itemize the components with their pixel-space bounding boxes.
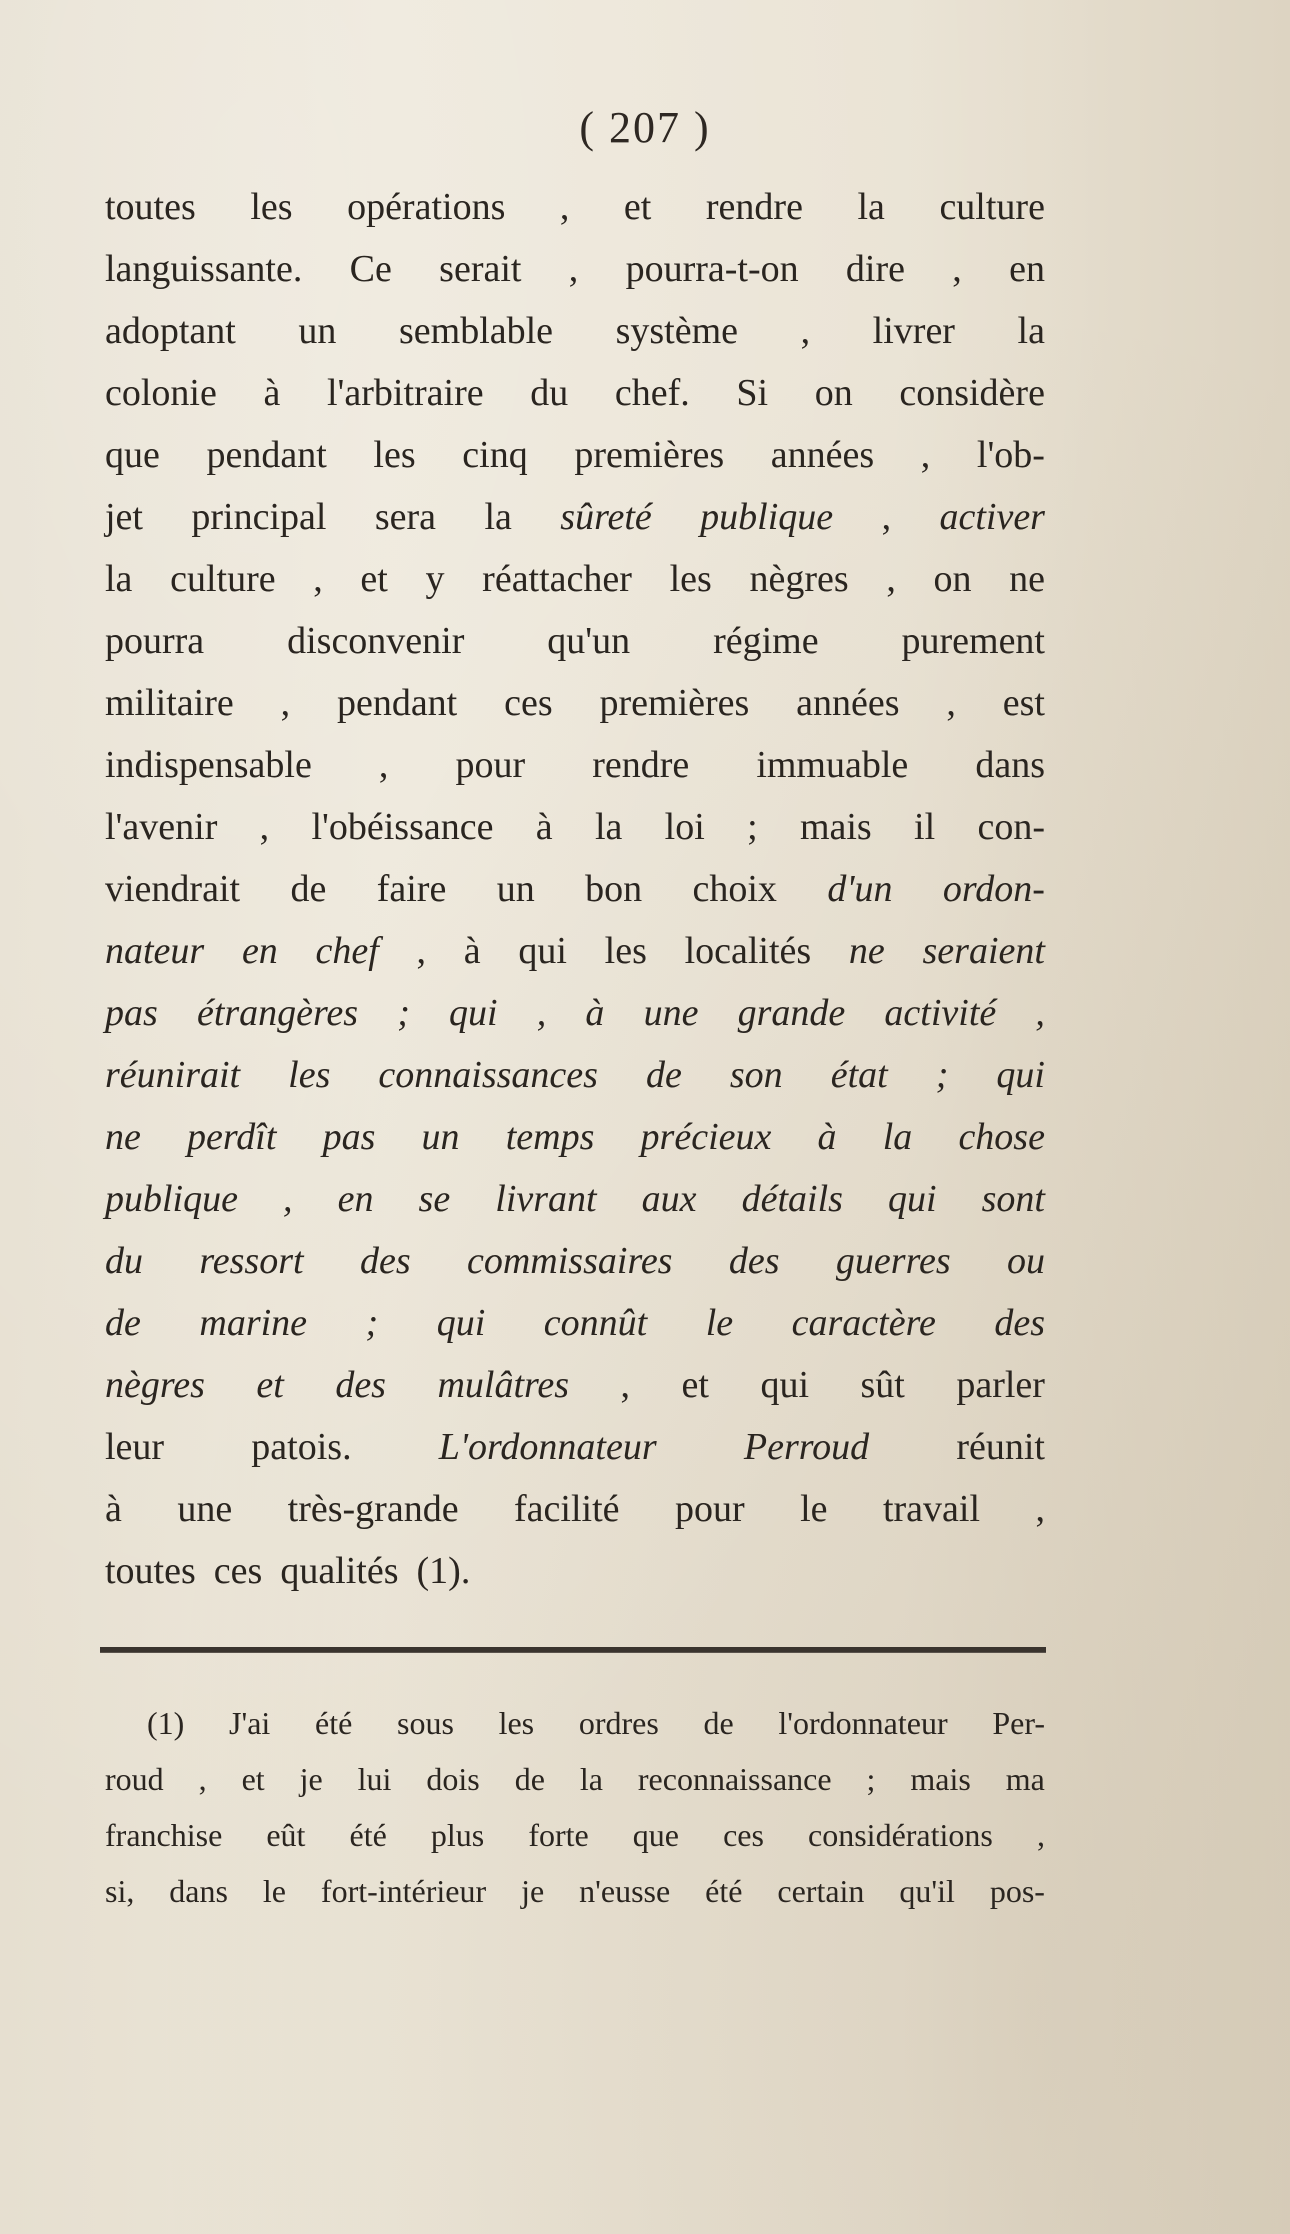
word: dans: [975, 744, 1045, 786]
word: qui: [760, 1364, 809, 1406]
text-line: [105, 1044, 1045, 1106]
word: un: [298, 310, 337, 352]
word: rendre: [705, 186, 803, 228]
word: ;: [866, 1761, 876, 1797]
page-number: ( 207 ): [579, 103, 711, 152]
word: premières: [574, 434, 725, 476]
word: de: [514, 1761, 545, 1797]
word: l'ob-: [976, 434, 1045, 476]
word: que: [105, 434, 160, 476]
word: des: [728, 1240, 780, 1282]
text-line: [105, 1106, 1045, 1168]
word: et: [623, 186, 652, 228]
word: à: [817, 1116, 837, 1158]
footnote-line: [105, 1751, 1045, 1807]
text-line: [105, 1416, 1045, 1478]
word: principal: [191, 496, 327, 538]
word: facilité: [514, 1488, 620, 1530]
word: toutes: [105, 186, 196, 228]
word: sût: [860, 1364, 905, 1406]
word: immuable: [756, 744, 909, 786]
word: ,: [881, 496, 892, 538]
word: pos-: [989, 1873, 1045, 1909]
word: pour: [455, 744, 526, 786]
word: rendre: [592, 744, 690, 786]
word: l'avenir: [105, 806, 218, 848]
word: sont: [981, 1178, 1045, 1220]
word: pas: [322, 1116, 376, 1158]
text-line: [105, 548, 1045, 610]
text-line: [105, 1540, 1045, 1602]
word: perdît: [187, 1116, 277, 1158]
word: et: [360, 558, 388, 600]
word: ,: [886, 558, 896, 600]
word: réunirait: [105, 1054, 241, 1096]
word: connût: [543, 1302, 648, 1344]
word: ne: [1009, 558, 1045, 600]
word: un: [496, 868, 535, 910]
word: grande: [737, 992, 846, 1034]
word: languissante.: [105, 248, 303, 290]
word: le: [800, 1488, 828, 1530]
word: Per-: [992, 1705, 1045, 1741]
word: ma: [1005, 1761, 1045, 1797]
word: chef: [315, 930, 379, 972]
word: considérations: [808, 1817, 993, 1853]
word: qui: [449, 992, 498, 1034]
word: guerres: [835, 1240, 951, 1282]
word: ,: [416, 930, 427, 972]
word: leur: [105, 1426, 165, 1468]
text-line: [105, 858, 1045, 920]
word: les: [373, 434, 416, 476]
word: été: [705, 1873, 743, 1909]
word: la: [857, 186, 885, 228]
word: commissaires: [467, 1240, 673, 1282]
word: plus: [430, 1817, 485, 1853]
word: les: [604, 930, 647, 972]
word: en: [1009, 248, 1045, 290]
word: qualités: [280, 1550, 399, 1592]
word: con-: [977, 806, 1045, 848]
text-line: [105, 1292, 1045, 1354]
word: état: [830, 1054, 888, 1096]
word: qu'un: [547, 620, 631, 662]
word: nateur: [105, 930, 205, 972]
word: activer: [939, 496, 1045, 538]
word: dans: [169, 1873, 228, 1909]
word: qui: [436, 1302, 486, 1344]
word: faire: [376, 868, 447, 910]
word: ,: [536, 992, 547, 1034]
word: de: [105, 1302, 141, 1344]
word: colonie: [105, 372, 217, 414]
word: ces: [723, 1817, 764, 1853]
word: ,: [568, 248, 579, 290]
word: ;: [365, 1302, 379, 1344]
word: ne: [105, 1116, 141, 1158]
text-line: [105, 982, 1045, 1044]
word: mais: [910, 1761, 971, 1797]
text-line: [105, 424, 1045, 486]
word: et: [256, 1364, 284, 1406]
text-line: [105, 920, 1045, 982]
word: ou: [1007, 1240, 1045, 1282]
word: qui: [518, 930, 567, 972]
text-line: [105, 1354, 1045, 1416]
word: aux: [641, 1178, 697, 1220]
word: une: [643, 992, 699, 1034]
word: culture: [939, 186, 1045, 228]
word: que: [632, 1817, 679, 1853]
footnote-line: [105, 1695, 1045, 1751]
word: l'ordonnateur: [778, 1705, 948, 1741]
word: ne: [848, 930, 885, 972]
word: disconvenir: [287, 620, 465, 662]
word: la: [484, 496, 512, 538]
word: eût: [266, 1817, 306, 1853]
word: ordres: [578, 1705, 659, 1741]
word: réattacher: [482, 558, 632, 600]
word: L'ordonnateur: [438, 1426, 657, 1468]
word: il: [914, 806, 936, 848]
word: ;: [397, 992, 410, 1034]
word: ,: [620, 1364, 631, 1406]
word: de: [645, 1054, 682, 1096]
word: le: [262, 1873, 286, 1909]
word: se: [418, 1178, 451, 1220]
word: à: [585, 992, 605, 1034]
word: Perroud: [743, 1426, 870, 1468]
word: mais: [799, 806, 872, 848]
body-text: [105, 176, 1045, 1602]
word: des: [359, 1240, 411, 1282]
word: viendrait: [105, 868, 241, 910]
word: ,: [283, 1178, 293, 1220]
word: de: [290, 868, 327, 910]
footnote-line: [105, 1807, 1045, 1863]
word: adoptant: [105, 310, 236, 352]
word: nègres: [105, 1364, 205, 1406]
word: son: [729, 1054, 783, 1096]
word: considère: [899, 372, 1045, 414]
word: ,: [952, 248, 962, 290]
footnote: [105, 1695, 1045, 1919]
text-line: [105, 362, 1045, 424]
word: précieux: [640, 1116, 772, 1158]
text-line: [105, 1168, 1045, 1230]
word: connaissances: [378, 1054, 598, 1096]
word: certain: [777, 1873, 865, 1909]
word: l'obéissance: [311, 806, 494, 848]
word: sera: [374, 496, 437, 538]
word: Si: [736, 372, 769, 414]
word: une: [177, 1488, 233, 1530]
word: sous: [396, 1705, 454, 1741]
word: parler: [956, 1364, 1045, 1406]
word: qu'il: [899, 1873, 955, 1909]
word: toutes: [105, 1550, 196, 1592]
word: années: [796, 682, 900, 724]
word: des: [994, 1302, 1045, 1344]
word: du: [530, 372, 569, 414]
word: y: [425, 558, 445, 600]
word: culture: [170, 558, 276, 600]
text-line: [105, 238, 1045, 300]
word: roud: [105, 1761, 164, 1797]
word: la: [882, 1116, 913, 1158]
word: ,: [800, 310, 811, 352]
word: à: [535, 806, 553, 848]
word: pendant: [336, 682, 458, 724]
word: été: [315, 1705, 353, 1741]
word: loi: [664, 806, 705, 848]
word: marine: [199, 1302, 308, 1344]
word: un: [421, 1116, 460, 1158]
word: ,: [259, 806, 270, 848]
word: sûreté: [560, 496, 652, 538]
word: on: [933, 558, 972, 600]
word: en: [337, 1178, 374, 1220]
word: on: [814, 372, 853, 414]
word: les: [250, 186, 293, 228]
text-line: [105, 610, 1045, 672]
word: temps: [505, 1116, 595, 1158]
word: ,: [559, 186, 570, 228]
word: jet: [105, 496, 143, 538]
word: Ce: [349, 248, 392, 290]
word: lui: [357, 1761, 392, 1797]
word: les: [288, 1054, 331, 1096]
word: dire: [845, 248, 905, 290]
word: la: [1017, 310, 1045, 352]
word: serait: [439, 248, 522, 290]
word: la: [105, 558, 133, 600]
word: publique: [700, 496, 834, 538]
word: pour: [674, 1488, 745, 1530]
word: semblable: [398, 310, 554, 352]
word: pourra-t-on: [625, 248, 799, 290]
word: détails: [741, 1178, 843, 1220]
word: dois: [426, 1761, 480, 1797]
word: livrant: [495, 1178, 597, 1220]
word: années: [770, 434, 875, 476]
word: et: [241, 1761, 265, 1797]
word: si,: [105, 1873, 135, 1909]
word: de: [703, 1705, 734, 1741]
word: chose: [958, 1116, 1045, 1158]
word: J'ai: [229, 1705, 271, 1741]
word: je: [299, 1761, 323, 1797]
text-line: [105, 796, 1045, 858]
word: patois.: [251, 1426, 352, 1468]
word: du: [105, 1240, 143, 1282]
word: activité: [884, 992, 997, 1034]
word: des: [335, 1364, 386, 1406]
word: travail: [882, 1488, 981, 1530]
word: réunit: [956, 1426, 1045, 1468]
word: ordon-: [942, 868, 1045, 910]
word: bon: [585, 868, 643, 910]
word: d'un: [827, 868, 893, 910]
text-line: [105, 176, 1045, 238]
word: caractère: [791, 1302, 936, 1344]
word: fort-intérieur: [320, 1873, 487, 1909]
word: pas: [105, 992, 158, 1034]
word: militaire: [105, 682, 234, 724]
word: qui: [887, 1178, 937, 1220]
footnote-rule: [100, 1647, 1046, 1653]
word: et: [681, 1364, 709, 1406]
word: en: [241, 930, 278, 972]
word: ,: [378, 744, 389, 786]
word: ,: [1036, 1817, 1045, 1853]
word: ;: [935, 1054, 949, 1096]
word: été: [349, 1817, 387, 1853]
text-line: [105, 1230, 1045, 1292]
word: système: [615, 310, 739, 352]
word: chef.: [614, 372, 690, 414]
word: régime: [713, 620, 819, 662]
word: indispensable: [105, 744, 312, 786]
word: très-grande: [287, 1488, 459, 1530]
word: ,: [946, 682, 956, 724]
word: est: [1002, 682, 1045, 724]
word: les: [669, 558, 712, 600]
word: franchise: [105, 1817, 223, 1853]
word: ,: [313, 558, 323, 600]
word: ;: [747, 806, 758, 848]
word: la: [579, 1761, 603, 1797]
word: ,: [198, 1761, 207, 1797]
footnote-line: [105, 1863, 1045, 1919]
word: ces: [213, 1550, 263, 1592]
word: publique: [105, 1178, 238, 1220]
word: n'eusse: [579, 1873, 671, 1909]
word: à: [105, 1488, 122, 1530]
word: choix: [692, 868, 777, 910]
word: les: [498, 1705, 535, 1741]
word: à: [263, 372, 281, 414]
text-line: [105, 734, 1045, 796]
text-line: [105, 672, 1045, 734]
word: ,: [1035, 1488, 1045, 1530]
word: pourra: [105, 620, 205, 662]
word: purement: [901, 620, 1045, 662]
word: le: [705, 1302, 734, 1344]
word: reconnaissance: [637, 1761, 832, 1797]
word: livrer: [872, 310, 955, 352]
word: cinq: [462, 434, 528, 476]
word: ,: [1035, 992, 1045, 1034]
word: (1).: [416, 1550, 471, 1592]
word: ,: [280, 682, 291, 724]
word: seraient: [922, 930, 1045, 972]
word: mulâtres: [437, 1364, 570, 1406]
word: nègres: [749, 558, 849, 600]
word: la: [594, 806, 623, 848]
word: ressort: [199, 1240, 304, 1282]
word: étrangères: [196, 992, 359, 1034]
word: je: [521, 1873, 545, 1909]
word: opérations: [347, 186, 506, 228]
word: qui: [996, 1054, 1045, 1096]
word: pendant: [206, 434, 327, 476]
text-line: [105, 486, 1045, 548]
word: l'arbitraire: [326, 372, 484, 414]
text-line: [105, 300, 1045, 362]
word: (1): [147, 1705, 185, 1741]
text-line: [105, 1478, 1045, 1540]
word: forte: [528, 1817, 589, 1853]
word: premières: [599, 682, 750, 724]
word: à: [463, 930, 481, 972]
word: localités: [684, 930, 812, 972]
word: ,: [920, 434, 931, 476]
word: ces: [504, 682, 553, 724]
